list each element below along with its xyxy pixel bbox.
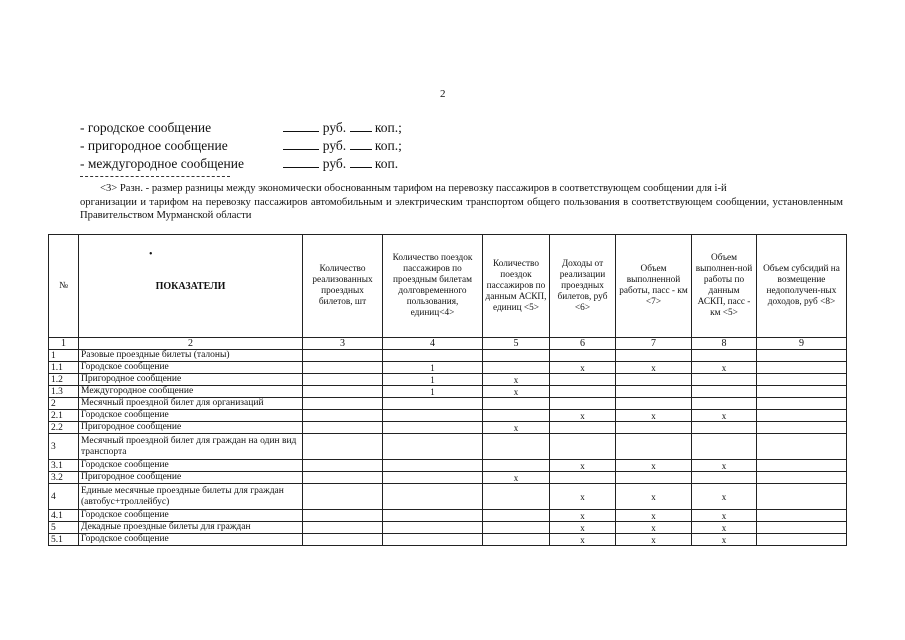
row-value-cell [483, 460, 550, 472]
header-cell-work-askp: Объем выполнен-ной работы по данным АСКП, пасс - км <5> [692, 235, 757, 338]
row-value-cell: x [483, 374, 550, 386]
rub-unit: руб. [322, 156, 347, 171]
row-value-cell [383, 472, 483, 484]
column-number: 3 [303, 338, 383, 350]
row-number: 1.3 [49, 386, 79, 398]
row-value-cell: x [483, 386, 550, 398]
row-value-cell [383, 410, 483, 422]
row-value-cell: x [550, 410, 616, 422]
table-row [49, 422, 847, 434]
row-value-cell [757, 386, 847, 398]
row-value-cell: 1 [383, 386, 483, 398]
row-value-cell [757, 484, 847, 510]
table-header-row [49, 235, 847, 338]
row-value-cell: 1 [383, 374, 483, 386]
column-number: 2 [79, 338, 303, 350]
row-value-cell [550, 422, 616, 434]
row-value-cell [303, 510, 383, 522]
row-number: 1.2 [49, 374, 79, 386]
header-cell-trips-longterm: Количество поездок пассажиров по проездным билетам долговременного пользования, единиц<4> [383, 235, 483, 338]
row-value-cell: x [483, 472, 550, 484]
row-number: 2 [49, 398, 79, 410]
row-value-cell [483, 484, 550, 510]
row-value-cell [483, 362, 550, 374]
row-value-cell [550, 374, 616, 386]
row-value-cell [757, 398, 847, 410]
row-value-cell [383, 510, 483, 522]
row-value-cell [550, 386, 616, 398]
row-value-cell: x [692, 522, 757, 534]
row-value-cell [757, 510, 847, 522]
row-indicator-name: Месячный проездной билет для граждан на один вид транспорта [79, 434, 303, 460]
row-value-cell [616, 386, 692, 398]
row-value-cell [616, 472, 692, 484]
tariff-line-urban [80, 119, 402, 136]
row-value-cell [757, 522, 847, 534]
row-value-cell: x [483, 422, 550, 434]
row-value-cell [383, 434, 483, 460]
row-value-cell [616, 398, 692, 410]
row-value-cell [483, 434, 550, 460]
row-value-cell [757, 374, 847, 386]
page-number: 2 [440, 88, 446, 100]
table-row [49, 434, 847, 460]
row-value-cell [550, 398, 616, 410]
row-value-cell: x [616, 522, 692, 534]
row-value-cell [303, 350, 383, 362]
column-number: 4 [383, 338, 483, 350]
column-number: 6 [550, 338, 616, 350]
row-value-cell [303, 386, 383, 398]
row-value-cell: x [550, 522, 616, 534]
table-row [49, 534, 847, 546]
row-value-cell: x [550, 484, 616, 510]
row-number: 5 [49, 522, 79, 534]
indicators-table [48, 234, 847, 546]
tariff-line-intercity [80, 155, 398, 172]
row-number: 2.1 [49, 410, 79, 422]
row-value-cell: x [692, 362, 757, 374]
row-value-cell [692, 374, 757, 386]
row-number: 3.2 [49, 472, 79, 484]
row-value-cell: x [616, 510, 692, 522]
row-value-cell [303, 422, 383, 434]
row-value-cell: x [550, 460, 616, 472]
table-row [49, 510, 847, 522]
tariff-line-label: - пригородное сообщение [80, 138, 228, 153]
tariff-line-label: - городское сообщение [80, 120, 212, 135]
row-value-cell [383, 422, 483, 434]
header-cell-indicators-label: ПОКАЗАТЕЛИ [155, 280, 226, 292]
row-number: 3.1 [49, 460, 79, 472]
row-value-cell [383, 460, 483, 472]
row-value-cell [303, 398, 383, 410]
row-indicator-name: Междугородное сообщение [79, 386, 303, 398]
tariff-line-suburban [80, 137, 402, 154]
kop-blank [350, 137, 372, 150]
table-row [49, 460, 847, 472]
row-value-cell [303, 434, 383, 460]
kop-unit: коп. [374, 156, 399, 171]
rub-blank [283, 137, 319, 150]
table-row [49, 522, 847, 534]
tariff-line-label: - междугородное сообщение [80, 156, 244, 171]
header-dot: • [149, 249, 153, 260]
column-number: 1 [49, 338, 79, 350]
row-value-cell [303, 410, 383, 422]
table-row [49, 398, 847, 410]
column-number: 7 [616, 338, 692, 350]
header-cell-work-volume: Объем выполненной работы, пасс - км <7> [616, 235, 692, 338]
table-row [49, 362, 847, 374]
kop-unit: коп.; [374, 120, 402, 135]
row-value-cell: x [616, 484, 692, 510]
row-number: 2.2 [49, 422, 79, 434]
row-value-cell [383, 350, 483, 362]
kop-blank [350, 155, 372, 168]
table-row [49, 374, 847, 386]
footnote-first-line: <3> Разн. - размер разницы между экономически обоснованным тарифом на перевозку пассажиров в соответствующем сообщении для i-й [100, 183, 727, 194]
row-indicator-name: Городское сообщение [79, 460, 303, 472]
rub-unit: руб. [322, 120, 347, 135]
row-value-cell [757, 472, 847, 484]
row-indicator-name: Городское сообщение [79, 534, 303, 546]
footnote-rest: организации и тарифом на перевозку пассажиров автомобильным и электрическим транспортом общего пользования в соответствующем сообщении, установленным Правительством Мурманской области [80, 196, 843, 221]
header-cell-revenue: Доходы от реализации проездных билетов, руб <6> [550, 235, 616, 338]
row-number: 3 [49, 434, 79, 460]
row-value-cell: x [616, 460, 692, 472]
row-value-cell [757, 422, 847, 434]
table-row [49, 350, 847, 362]
table-row [49, 386, 847, 398]
row-value-cell [757, 362, 847, 374]
row-value-cell: x [550, 362, 616, 374]
row-value-cell [383, 534, 483, 546]
row-value-cell [616, 422, 692, 434]
header-cell-tickets-sold: Количество реализованных проездных билетов, шт [303, 235, 383, 338]
rub-blank [283, 155, 319, 168]
row-value-cell [483, 510, 550, 522]
row-value-cell [550, 350, 616, 362]
row-value-cell [303, 484, 383, 510]
row-value-cell [483, 534, 550, 546]
column-number-row [49, 338, 847, 350]
row-value-cell: x [692, 484, 757, 510]
row-indicator-name: Пригородное сообщение [79, 374, 303, 386]
row-indicator-name: Городское сообщение [79, 410, 303, 422]
header-cell-subsidies: Объем субсидий на возмещение недополучен-ных доходов, руб <8> [757, 235, 847, 338]
row-value-cell [483, 398, 550, 410]
row-indicator-name: Разовые проездные билеты (талоны) [79, 350, 303, 362]
row-value-cell [303, 472, 383, 484]
row-value-cell [550, 472, 616, 484]
row-value-cell [692, 350, 757, 362]
row-value-cell: x [692, 534, 757, 546]
row-value-cell [616, 374, 692, 386]
row-indicator-name: Единые месячные проездные билеты для граждан (автобус+троллейбус) [79, 484, 303, 510]
column-number: 9 [757, 338, 847, 350]
column-number: 8 [692, 338, 757, 350]
kop-blank [350, 119, 372, 132]
row-value-cell [616, 434, 692, 460]
row-value-cell [757, 410, 847, 422]
row-value-cell: 1 [383, 362, 483, 374]
row-indicator-name: Месячный проездной билет для организаций [79, 398, 303, 410]
header-cell-trips-askp: Количество поездок пассажиров по данным АСКП, единиц <5> [483, 235, 550, 338]
row-value-cell [692, 472, 757, 484]
row-value-cell [483, 350, 550, 362]
row-indicator-name: Пригородное сообщение [79, 422, 303, 434]
row-value-cell [692, 422, 757, 434]
header-cell-number: № [49, 235, 79, 338]
row-value-cell [303, 460, 383, 472]
row-value-cell [483, 410, 550, 422]
row-number: 4.1 [49, 510, 79, 522]
row-value-cell: x [692, 510, 757, 522]
row-value-cell [692, 398, 757, 410]
row-value-cell: x [550, 510, 616, 522]
row-value-cell [383, 484, 483, 510]
row-value-cell [757, 460, 847, 472]
row-value-cell [383, 522, 483, 534]
row-value-cell: x [616, 534, 692, 546]
row-value-cell [757, 434, 847, 460]
row-value-cell [757, 534, 847, 546]
row-value-cell [692, 434, 757, 460]
rub-unit: руб. [322, 138, 347, 153]
row-number: 1 [49, 350, 79, 362]
row-value-cell: x [550, 534, 616, 546]
row-indicator-name: Пригородное сообщение [79, 472, 303, 484]
row-value-cell [303, 362, 383, 374]
table-row [49, 472, 847, 484]
row-value-cell [303, 534, 383, 546]
row-indicator-name: Декадные проездные билеты для граждан [79, 522, 303, 534]
row-value-cell [483, 522, 550, 534]
row-number: 4 [49, 484, 79, 510]
row-value-cell [383, 398, 483, 410]
table-row [49, 484, 847, 510]
row-indicator-name: Городское сообщение [79, 510, 303, 522]
row-value-cell: x [616, 362, 692, 374]
row-value-cell: x [616, 410, 692, 422]
rub-blank [283, 119, 319, 132]
column-number: 5 [483, 338, 550, 350]
row-number: 1.1 [49, 362, 79, 374]
footnote-separator [80, 176, 230, 177]
row-value-cell [757, 350, 847, 362]
table-row [49, 410, 847, 422]
row-value-cell [303, 522, 383, 534]
header-cell-indicators [79, 235, 303, 338]
row-indicator-name: Городское сообщение [79, 362, 303, 374]
footnote [80, 182, 843, 223]
row-value-cell: x [692, 410, 757, 422]
row-value-cell [616, 350, 692, 362]
row-number: 5.1 [49, 534, 79, 546]
kop-unit: коп.; [374, 138, 402, 153]
row-value-cell [550, 434, 616, 460]
row-value-cell [303, 374, 383, 386]
row-value-cell: x [692, 460, 757, 472]
row-value-cell [692, 386, 757, 398]
